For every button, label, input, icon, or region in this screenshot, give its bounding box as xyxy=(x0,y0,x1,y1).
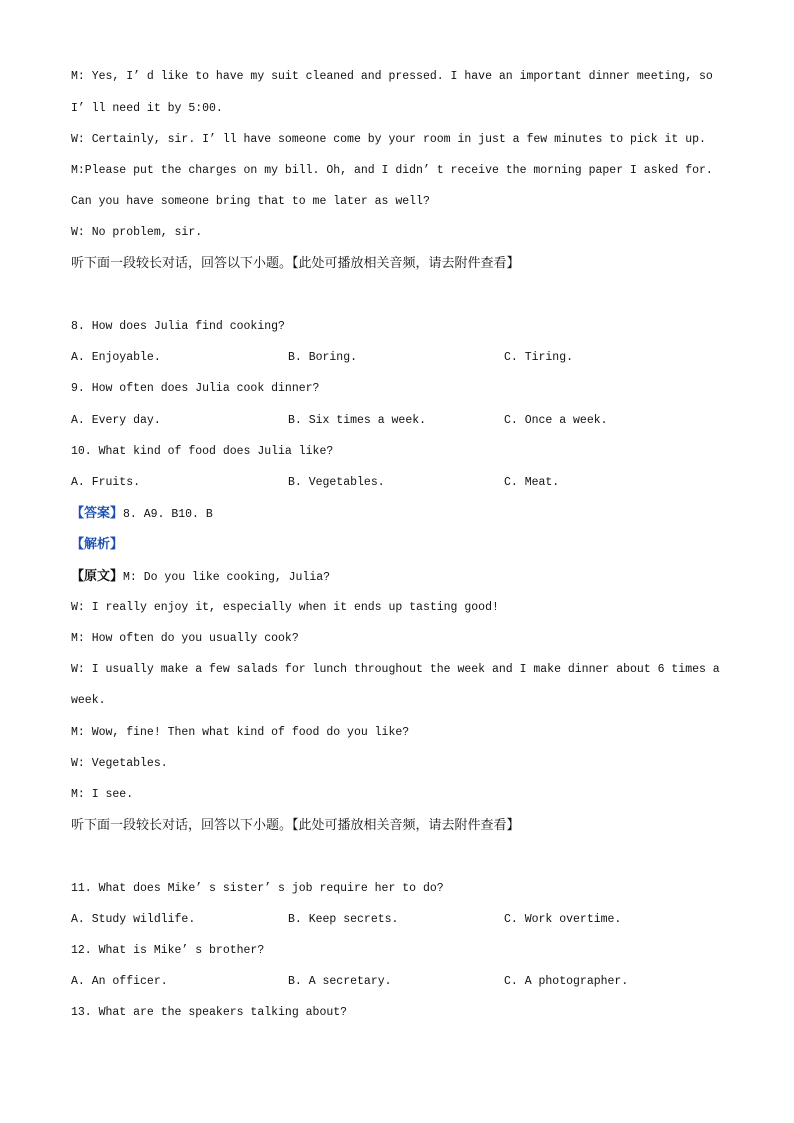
dialogue-line: Can you have someone bring that to me later as well? xyxy=(71,195,430,208)
q11-option-b: B. Keep secrets. xyxy=(288,913,399,926)
q9-option-b: B. Six times a week. xyxy=(288,414,427,427)
listening-instruction: 听下面一段较长对话，回答以下小题。【此处可播放相关音频，请去附件查看】 xyxy=(71,818,520,833)
analysis-line xyxy=(71,538,731,553)
transcript-line: W: I usually make a few salads for lunch throughout the week and I make dinner about 6 times a xyxy=(71,663,720,676)
transcript-line xyxy=(71,570,731,585)
dialogue-line: I’ ll need it by 5:00. xyxy=(71,102,223,115)
q11-option-c: C. Work overtime. xyxy=(504,913,622,926)
q9-option-c: C. Once a week. xyxy=(504,414,608,427)
q11-option-a: A. Study wildlife. xyxy=(71,913,196,926)
dialogue-line: W: No problem, sir. xyxy=(71,226,203,239)
q12-option-b: B. A secretary. xyxy=(288,975,392,988)
transcript-line: W: I really enjoy it, especially when it ends up tasting good! xyxy=(71,601,499,614)
q8-option-b: B. Boring. xyxy=(288,351,358,364)
q12-option-a: A. An officer. xyxy=(71,975,168,988)
listening-instruction: 听下面一段较长对话，回答以下小题。【此处可播放相关音频，请去附件查看】 xyxy=(71,256,520,271)
transcript-line: W: Vegetables. xyxy=(71,757,168,770)
question-9: 9. How often does Julia cook dinner? xyxy=(71,382,320,395)
question-12: 12. What is Mike’ s brother? xyxy=(71,944,265,957)
q9-option-a: A. Every day. xyxy=(71,414,161,427)
transcript-label: 【原文】 xyxy=(71,569,124,584)
transcript-line: M: Wow, fine! Then what kind of food do you like? xyxy=(71,726,410,739)
transcript-line: week. xyxy=(71,694,106,707)
question-11: 11. What does Mike’ s sister’ s job require her to do? xyxy=(71,882,444,895)
transcript-line: M: I see. xyxy=(71,788,134,801)
transcript-line: M: How often do you usually cook? xyxy=(71,632,299,645)
answer-line xyxy=(71,507,731,522)
q10-option-a: A. Fruits. xyxy=(71,476,141,489)
dialogue-line: M: Yes, I’ d like to have my suit cleaned and pressed. I have an important dinner meeting, so xyxy=(71,70,713,83)
q8-option-c: C. Tiring. xyxy=(504,351,574,364)
question-8: 8. How does Julia find cooking? xyxy=(71,320,285,333)
q8-option-a: A. Enjoyable. xyxy=(71,351,161,364)
dialogue-line: W: Certainly, sir. I’ ll have someone come by your room in just a few minutes to pick it up. xyxy=(71,133,706,146)
answer-text: 8. A9. B10. B xyxy=(123,508,213,521)
q10-option-b: B. Vegetables. xyxy=(288,476,385,489)
question-10: 10. What kind of food does Julia like? xyxy=(71,445,334,458)
transcript-text: M: Do you like cooking, Julia? xyxy=(123,571,331,584)
q12-option-c: C. A photographer. xyxy=(504,975,629,988)
q10-option-c: C. Meat. xyxy=(504,476,560,489)
dialogue-line: M:Please put the charges on my bill. Oh, and I didn’ t receive the morning paper I asked for. xyxy=(71,164,713,177)
analysis-label: 【解析】 xyxy=(71,537,124,552)
answer-label: 【答案】 xyxy=(71,506,124,521)
question-13: 13. What are the speakers talking about? xyxy=(71,1006,348,1019)
